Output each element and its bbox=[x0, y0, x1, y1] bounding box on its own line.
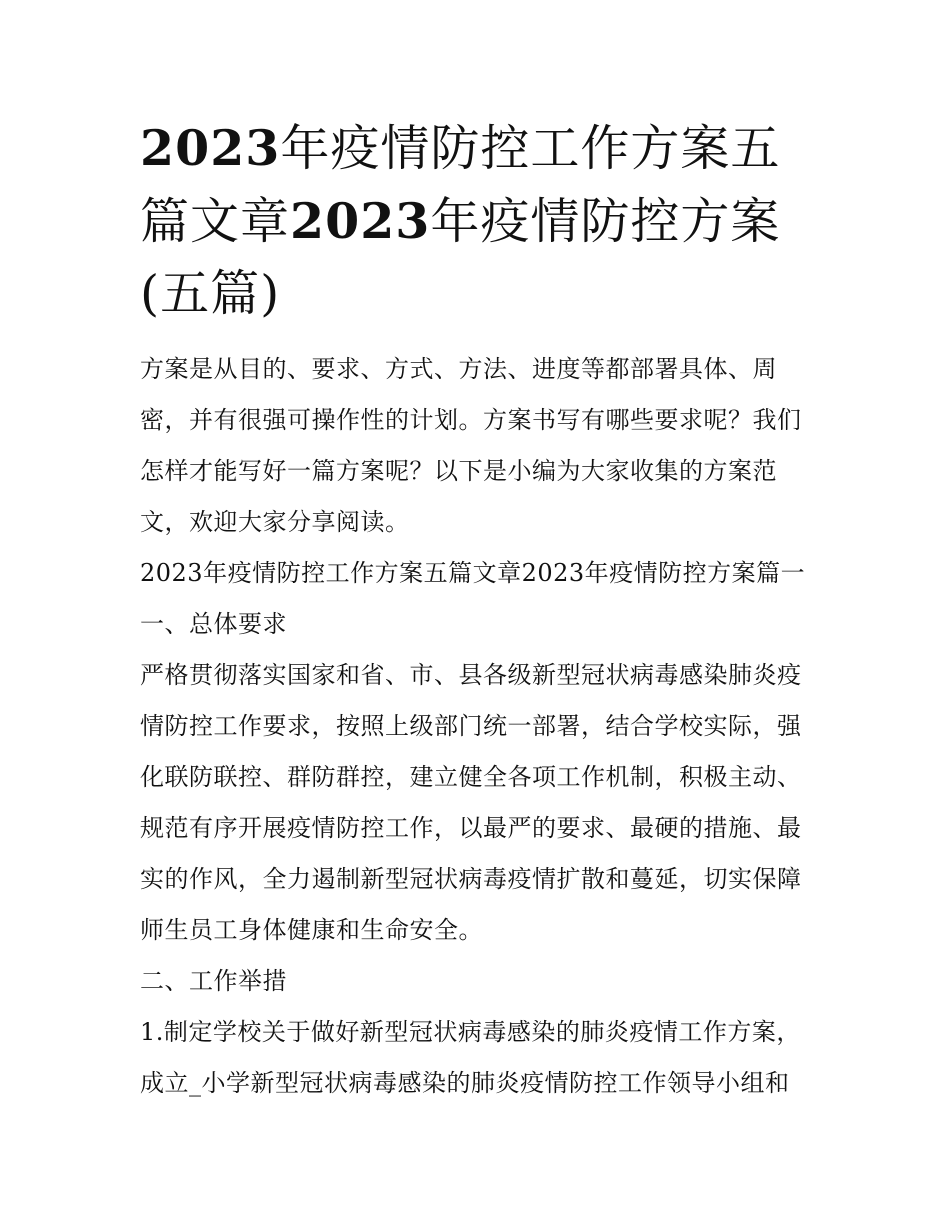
document-content bbox=[140, 112, 820, 1109]
title-text-1: 年疫情防控工作方案五篇文章 bbox=[140, 120, 781, 250]
work-measure-item-1: 1.制定学校关于做好新型冠状病毒感染的肺炎疫情工作方案，成立_小学新型冠状病毒感染的肺炎疫情防控工作领导小组和 bbox=[140, 1018, 801, 1097]
section-heading-work-measures: 二、工作举措 bbox=[140, 967, 287, 995]
document-subtitle: 2023年疫情防控工作方案五篇文章2023年疫情防控方案篇一 bbox=[140, 559, 806, 587]
title-year-1: 2023 bbox=[140, 119, 281, 177]
document-title bbox=[140, 112, 820, 330]
title-text-2: 年疫情防控方案(五篇) bbox=[140, 193, 781, 322]
title-year-2: 2023 bbox=[290, 192, 431, 250]
intro-paragraph: 方案是从目的、要求、方式、方法、进度等都部署具体、周密，并有很强可操作性的计划。方案书写有哪些要求呢？我们怎样才能写好一篇方案呢？以下是小编为大家收集的方案范文，欢迎大家分享阅读。 bbox=[140, 355, 802, 536]
section-body-general-requirements: 严格贯彻落实国家和省、市、县各级新型冠状病毒感染肺炎疫情防控工作要求，按照上级部门统一部署，结合学校实际，强化联防联控、群防群控，建立健全各项工作机制，积极主动、规范有序开展疫情防控工作，以最严的要求、最硬的措施、最实的作风，全力遏制新型冠状病毒疫情扩散和蔓延，切实保障师生员工身体健康和生命安全。 bbox=[140, 661, 802, 944]
section-heading-general-requirements: 一、总体要求 bbox=[140, 610, 287, 638]
